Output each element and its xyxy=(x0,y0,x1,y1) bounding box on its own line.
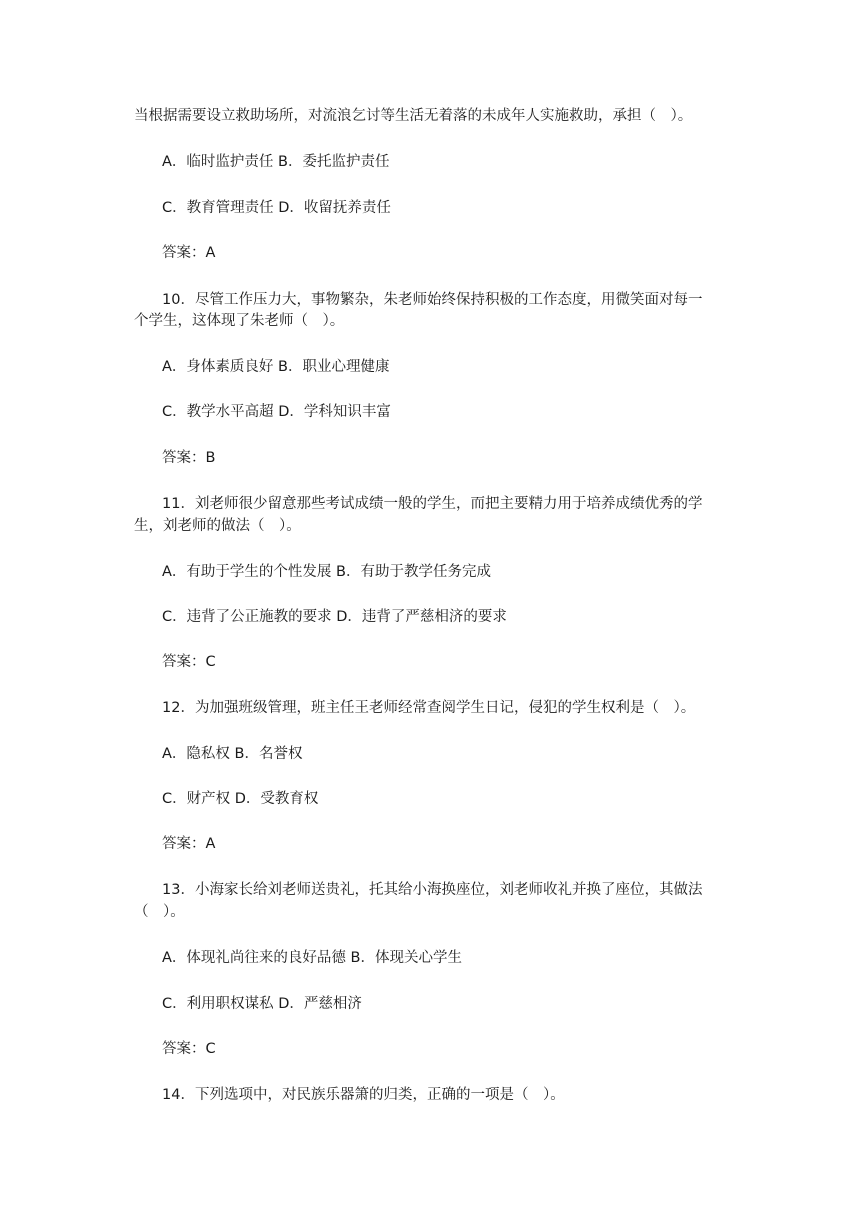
question-12-option-cd: C．财产权 D．受教育权 xyxy=(162,791,319,807)
question-10-line-1: 10．尽管工作压力大，事物繁杂，朱老师始终保持积极的工作态度，用微笑面对每一 xyxy=(162,292,703,308)
question-10-option-ab: A．身体素质良好 B．职业心理健康 xyxy=(162,359,390,375)
question-10-line-2: 个学生，这体现了朱老师（ ）。 xyxy=(134,313,345,329)
question-11-option-cd: C．违背了公正施教的要求 D．违背了严慈相济的要求 xyxy=(162,609,507,625)
question-11-option-ab: A．有助于学生的个性发展 B．有助于教学任务完成 xyxy=(162,564,491,580)
answer-line: 答案：A xyxy=(162,245,216,261)
option-line-cd: C．教育管理责任 D．收留抚养责任 xyxy=(162,200,391,216)
question-11-line-2: 生，刘老师的做法（ ）。 xyxy=(134,518,301,534)
question-13-option-ab: A．体现礼尚往来的良好品德 B．体现关心学生 xyxy=(162,950,462,966)
question-13-line-2: （ ）。 xyxy=(134,904,185,920)
question-13-option-cd: C．利用职权谋私 D．严慈相济 xyxy=(162,996,362,1012)
question-11-line-1: 11．刘老师很少留意那些考试成绩一般的学生，而把主要精力用于培养成绩优秀的学 xyxy=(162,496,703,512)
question-12-line-1: 12．为加强班级管理，班主任王老师经常查阅学生日记，侵犯的学生权利是（ ）。 xyxy=(162,700,696,716)
question-14-line-1: 14．下列选项中，对民族乐器箫的归类，正确的一项是（ ）。 xyxy=(162,1087,565,1103)
question-13-answer: 答案：C xyxy=(162,1041,216,1057)
question-13-line-1: 13．小海家长给刘老师送贵礼，托其给小海换座位，刘老师收礼并换了座位，其做法 xyxy=(162,882,703,898)
question-10-option-cd: C．教学水平高超 D．学科知识丰富 xyxy=(162,404,391,420)
question-11-answer: 答案：C xyxy=(162,654,216,670)
question-10-answer: 答案：B xyxy=(162,450,216,466)
option-line-ab: A．临时监护责任 B．委托监护责任 xyxy=(162,154,390,170)
question-stem-line: 当根据需要设立救助场所，对流浪乞讨等生活无着落的未成年人实施救助，承担（ ）。 xyxy=(134,108,693,124)
question-12-option-ab: A．隐私权 B．名誉权 xyxy=(162,746,303,762)
question-12-answer: 答案：A xyxy=(162,836,216,852)
